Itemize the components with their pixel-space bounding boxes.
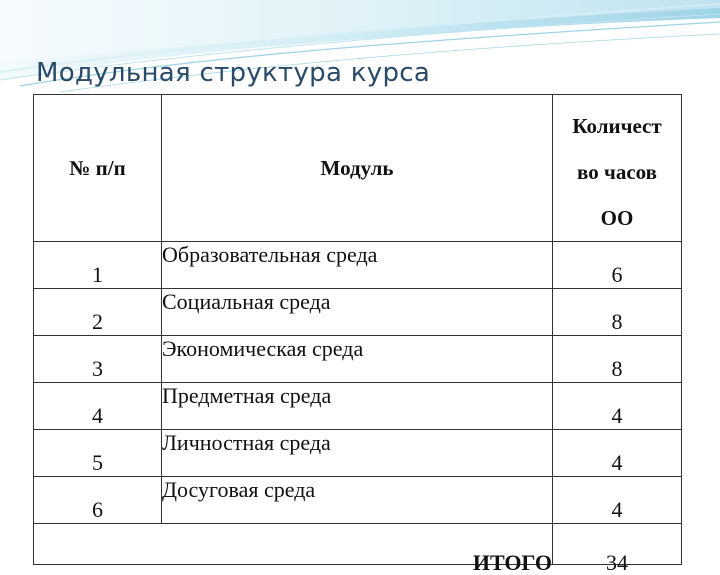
total-hours-text: 34 [606, 550, 628, 575]
header-hours-line: во часов [577, 160, 657, 184]
row-hours: 8 [553, 336, 682, 383]
row-module: Экономическая среда [162, 336, 553, 383]
row-hours: 8 [553, 289, 682, 336]
table-row [34, 289, 682, 336]
row-module: Личностная среда [162, 430, 553, 477]
module-table [33, 94, 682, 575]
header-module: Модуль [162, 95, 553, 242]
total-hours [553, 524, 682, 575]
table-row [34, 430, 682, 477]
row-number: 6 [34, 477, 162, 524]
row-number: 2 [34, 289, 162, 336]
row-number: 1 [34, 242, 162, 289]
row-number: 5 [34, 430, 162, 477]
header-number: № п/п [34, 95, 162, 242]
slide-title: Модульная структура курса [36, 58, 431, 88]
table-row [34, 336, 682, 383]
table-row [34, 477, 682, 524]
header-hours-line: ОО [600, 206, 634, 230]
table-total-row [34, 524, 682, 565]
row-module: Досуговая среда [162, 477, 553, 524]
row-hours: 6 [553, 242, 682, 289]
row-hours: 4 [553, 477, 682, 524]
table-row [34, 242, 682, 289]
row-module: Социальная среда [162, 289, 553, 336]
row-module: Образовательная среда [162, 242, 553, 289]
row-hours: 4 [553, 383, 682, 430]
table-row [34, 383, 682, 430]
total-label [34, 524, 553, 575]
row-module: Предметная среда [162, 383, 553, 430]
row-number: 4 [34, 383, 162, 430]
header-hours-line: Количест [572, 114, 662, 138]
table-header-row [34, 95, 682, 242]
row-number: 3 [34, 336, 162, 383]
header-hours [553, 95, 682, 242]
row-hours: 4 [553, 430, 682, 477]
total-label-text: ИТОГО [472, 550, 552, 575]
